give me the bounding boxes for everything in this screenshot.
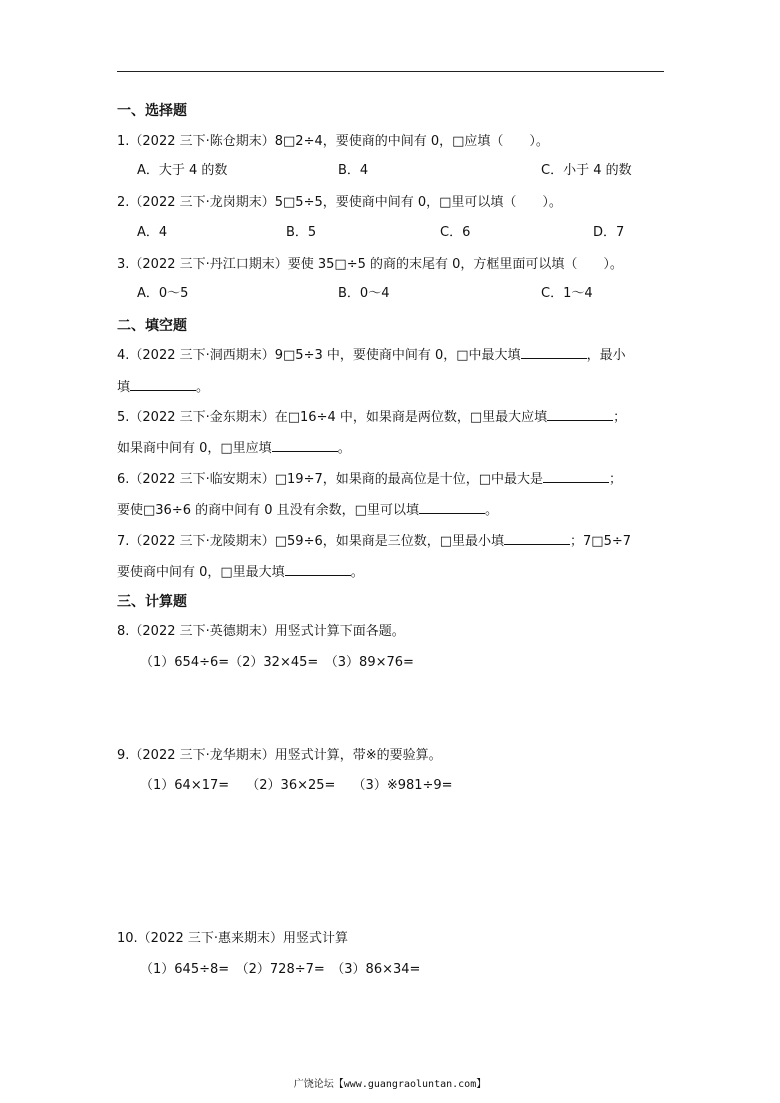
q6-answer-blank-1[interactable] bbox=[543, 470, 609, 483]
question-3: 3.（2022 三下·丹江口期末）要使 35□÷5 的商的末尾有 0，方框里面可以填（ ）。 bbox=[117, 257, 623, 272]
question-4-line-1 bbox=[117, 346, 626, 365]
question-5-line-1 bbox=[117, 408, 626, 427]
q8-items: （1）654÷6=（2）32×45= （3）89×76= bbox=[140, 655, 414, 670]
q6-text-a: 6.（2022 三下·临安期末）□19÷7，如果商的最高位是十位，□中最大是 bbox=[117, 472, 544, 487]
header-rule bbox=[117, 71, 664, 72]
q3-option-b: B．0～4 bbox=[338, 286, 390, 301]
q4-text-c: 填 bbox=[117, 380, 131, 395]
q6-text-d: 。 bbox=[484, 503, 498, 518]
q4-answer-blank-1[interactable] bbox=[521, 346, 587, 359]
question-2: 2.（2022 三下·龙岗期末）5□5÷5，要使商中间有 0，□里可以填（ ）。 bbox=[117, 195, 562, 210]
q5-text-c: 如果商中间有 0，□里应填 bbox=[117, 441, 272, 456]
q9-items: （1）64×17= （2）36×25= （3）※981÷9= bbox=[140, 778, 453, 793]
q6-answer-blank-2[interactable] bbox=[419, 501, 485, 514]
q4-text-b: ，最小 bbox=[586, 348, 626, 363]
q5-answer-blank-1[interactable] bbox=[547, 408, 613, 421]
q3-option-c: C．1～4 bbox=[541, 286, 593, 301]
question-6-line-1 bbox=[117, 470, 622, 489]
q1-option-b: B．4 bbox=[338, 163, 369, 178]
q5-text-a: 5.（2022 三下·金东期末）在□16÷4 中，如果商是两位数，□里最大应填 bbox=[117, 410, 548, 425]
q7-answer-blank-2[interactable] bbox=[285, 563, 351, 576]
q7-answer-blank-1[interactable] bbox=[504, 532, 570, 545]
question-9: 9.（2022 三下·龙华期末）用竖式计算，带※的要验算。 bbox=[117, 748, 442, 763]
q1-option-a: A．大于 4 的数 bbox=[137, 163, 228, 178]
question-10: 10.（2022 三下·惠来期末）用竖式计算 bbox=[117, 931, 349, 946]
q5-answer-blank-2[interactable] bbox=[272, 439, 338, 452]
footer-source: 广饶论坛【www.guangraoluntan.com】 bbox=[293, 1079, 487, 1090]
q2-option-b: B．5 bbox=[286, 225, 317, 240]
q1-option-c: C．小于 4 的数 bbox=[541, 163, 632, 178]
q6-text-c: 要使□36÷6 的商中间有 0 且没有余数，□里可以填 bbox=[117, 503, 419, 518]
question-6-line-2 bbox=[117, 501, 498, 520]
q4-text-d: 。 bbox=[196, 380, 210, 395]
q2-option-c: C．6 bbox=[440, 225, 471, 240]
question-8: 8.（2022 三下·英德期末）用竖式计算下面各题。 bbox=[117, 624, 405, 639]
q10-items: （1）645÷8= （2）728÷7= （3）86×34= bbox=[140, 962, 421, 977]
section-heading-fill: 二、填空题 bbox=[117, 318, 187, 334]
question-7-line-2 bbox=[117, 563, 364, 582]
q4-answer-blank-2[interactable] bbox=[130, 378, 196, 391]
q5-text-b: ； bbox=[613, 410, 627, 425]
q4-text-a: 4.（2022 三下·洞西期末）9□5÷3 中，要使商中间有 0，□中最大填 bbox=[117, 348, 521, 363]
question-1: 1.（2022 三下·陈仓期末）8□2÷4，要使商的中间有 0，□应填（ ）。 bbox=[117, 134, 549, 149]
q3-option-a: A．0～5 bbox=[137, 286, 189, 301]
question-5-line-2 bbox=[117, 439, 351, 458]
question-4-line-2 bbox=[117, 378, 209, 397]
question-7-line-1 bbox=[117, 532, 631, 551]
q2-option-a: A．4 bbox=[137, 225, 168, 240]
q2-option-d: D．7 bbox=[593, 225, 625, 240]
q6-text-b: ； bbox=[609, 472, 623, 487]
q7-text-b: ；7□5÷7 bbox=[570, 534, 632, 549]
q7-text-d: 。 bbox=[350, 565, 364, 580]
q7-text-a: 7.（2022 三下·龙陵期末）□59÷6，如果商是三位数，□里最小填 bbox=[117, 534, 505, 549]
q5-text-d: 。 bbox=[337, 441, 351, 456]
q7-text-c: 要使商中间有 0，□里最大填 bbox=[117, 565, 285, 580]
section-heading-calc: 三、计算题 bbox=[117, 594, 187, 610]
section-heading-choice: 一、选择题 bbox=[117, 103, 187, 119]
